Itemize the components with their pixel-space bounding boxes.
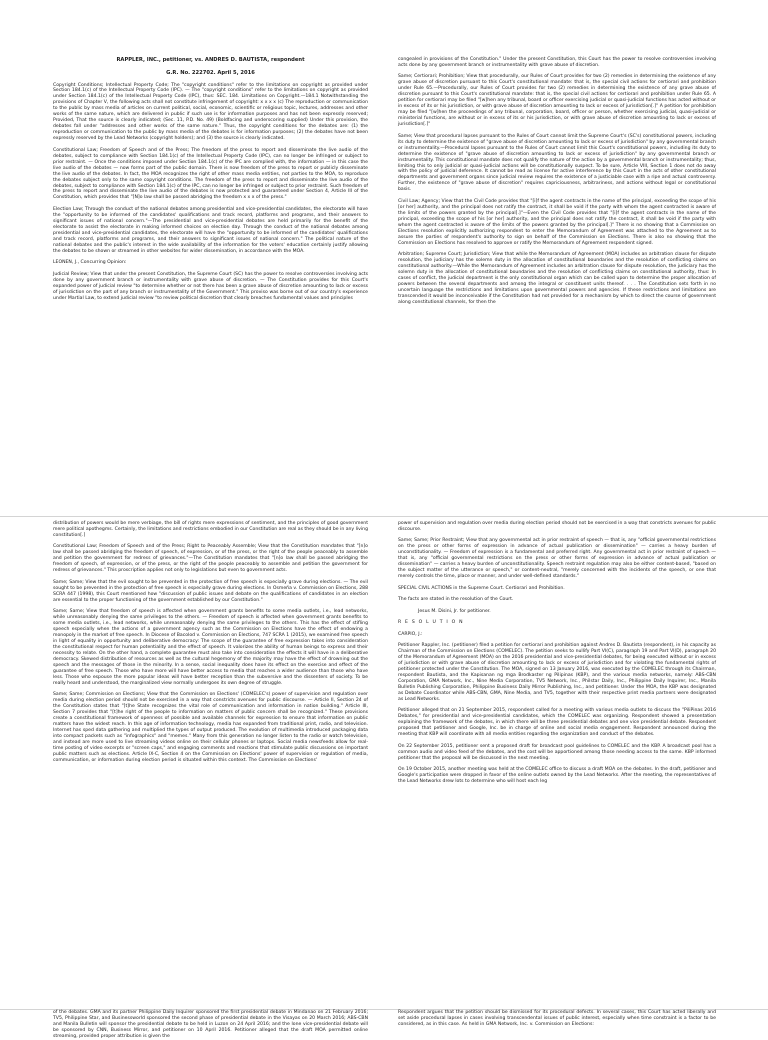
page1-right-column	[398, 57, 716, 514]
paragraph: Civil Law; Agency; View that the Civil Code provides that "[i]f the agent contracts in the name of the principal, exceeding the scope of his [or her] authority, and the principal does not ratify the contract, it shall be void if the party with whom the agent contracted is aware of the limits of the powers granted by the principal[.]"—Even the Civil Code provides that "[i]f the agent contracts in the name of the principal, exceeding the scope of his [or her] authority, and the principal does not ratify the contract, it shall be void if the party with whom the agent contracted is aware of the limits of the powers granted by the principal[.]" There is no showing that a Commission on Elections resolution explicitly authorizing respondent to enter the Memorandum of Agreement was attached to the Agreement as to assure the parties of respondent's authority to sign on behalf of the Commission on Elections. There is also no showing that the Commission on Elections has resolved to approve or ratify the Memorandum of Agreement respondent signed.	[398, 198, 716, 246]
paragraph: Same; Certiorari; Prohibition; View that procedurally, our Rules of Court provides for two (2) remedies in determining the existence of any grave abuse of discretion pursuant to this Court's constitutional mandate: that is, the special civil actions for certiorari and prohibition under Rule 65.—Procedurally, our Rules of Court provides for two (2) remedies in determining the existence of any grave abuse of discretion pursuant to this Court's constitutional mandate: that is, the special civil actions for certiorari and prohibition under Rule 65. A petition for certiorari may be filed "[w]hen any tribunal, board or officer exercising judicial or quasi-judicial functions has acted without or in excess of its or his jurisdiction, or with grave abuse of discretion amounting to lack or excess of jurisdiction[.]" A petition for prohibition may be filed "[w]hen the proceedings of any tribunal, corporation, board, officer or person, whether exercising judicial, quasi-judicial or ministerial functions, are without or in excess of its or his jurisdiction, or with grave abuse of discretion amounting to lack or excess of jurisdiction[.]"	[398, 74, 716, 128]
ponente: CARPIO, J.:	[398, 631, 423, 637]
case-number: G.R. No. 222702. April 5, 2016	[166, 69, 255, 76]
document-page-3	[0, 1010, 768, 1039]
page1-left-column	[53, 57, 368, 514]
page2-left-column	[53, 521, 368, 1007]
page3-left-column	[53, 1010, 368, 1039]
paragraph: Copyright Conditions; Intellectual Property Code; The "copyright conditions" refer to the limitations on copyright as provided under Section 184.1(c) of the Intellectual Property Code (IPC). — The "copyright conditions" refer to the limitations on copyright as provided under Section 184.1(c) of the Intellectual Property Code (IPC), thus: SEC. 184. Limitations on Copyright.—184.1 Notwithstanding the provisions of Chapter V, the following acts shall not constitute infringement of copyright: x x x x (c) The reproduction or communication to the public by mass media of articles on current political, social, economic, scientific or religious topic, lectures, addresses and other works of the same nature, which are delivered in public if such use is for information purposes and has not been expressly reserved; Provided, That the source is clearly indicated; (Sec. 11, P.D. No. 49) (Boldfacing and underscoring supplied) Under this provision, the debates fall under "addresses and other works of the same nature." Thus, the copyright conditions for the debates are: (1) the reproduction or communication to the public by mass media of the debates is for information purposes; (2) the debates have not been expressly reserved by the Lead Networks (copyright holders); and (3) the source is clearly indicated.	[53, 82, 368, 142]
paragraph: Petitioner Rappler, Inc. (petitioner) filed a petition for certiorari and prohibition against Andres D. Bautista (respondent), in his capacity as Chairman of the Commission on Elections (COMELEC). The petition seeks to nullify Part VI(C), paragraph 19 and Part VI(D), paragraph 20 of the Memorandum of Agreement (MOA) on the 2016 presidential and vice-presidential debates, for being executed without or in excess of jurisdiction or with grave abuse of discretion amounting to lack or excess of jurisdiction and for violating the fundamental rights of petitioner protected under the Constitution. The MOA, signed on 13 January 2016, was executed by the COMELEC through its Chairman, respondent Bautista, and the Kapisanan ng mga Brodkaster ng Pilipinas (KBP), and the various media networks, namely: ABS-CBN Corporation, GMA Network, Inc., Nine Media Corporation, TV5 Network, Inc., Philstar Daily, Inc., Philippine Daily Inquirer, Inc., Manila Bulletin Publishing Corporation, Philippine Business Daily Mirror Publishing, Inc., and petitioner. Under the MOA, the KBP was designated as Debate Coordinator while ABS-CBN, GMA, Nine Media, and TV5, together with their respective print media partners were designated as Lead Networks.	[398, 643, 716, 702]
paragraph: Same; Same; View that freedom of speech is affected when government grants benefits to some media outlets, i.e., lead networks, while unreasonably denying the same privileges to the others. — Freedom of speech is affected when government grants benefits to some media outlets, i.e., lead networks, while unreasonably denying the same privileges to the others. This has the effect of stifling speech especially when the actions of a government agency such as the Commission on Elections have the effect of endowing a monopoly in the market of free speech. In Diocese of Bacolod v. Commission on Elections, 747 SCRA 1 (2015), we examined free speech in light of equality in opportunity and deliberative democracy: The scope of the guarantee of free expression takes into consideration the constitutional respect for human potentiality and the effect of speech. It valorizes the ability of human beings to express and their necessity to relate. On the other hand, a complete guarantee must also take into consideration the effects it will have in a deliberative democracy. Skewed distribution of resources as well as the cultural hegemony of the majority may have the effect of drowning out the speech and the messages of those in the minority. In a sense, social inequality does have its effect on the exercise and effect of the guarantee of free speech. Those who have more will have better access to media that reaches a wider audience than those who have less. Those who espouse the more popular ideas will have better reception than the subversive and the dissenters of society. To be really heard and understood, the marginalized view normally undergoes its own degree of struggle.	[53, 609, 368, 686]
document-page-2	[0, 517, 768, 1009]
resolution-heading: R E S O L U T I O N	[398, 620, 464, 626]
paragraph: Constitutional Law; Freedom of Speech and of the Press; Right to Peaceably Assemble; View that the Constitution mandates that "[n]o law shall be passed abridging the freedom of speech, of expression, or of the press, or the right of the people peaceably to assemble and petition the government for redress of grievances."—The Constitution mandates that "[n]o law shall be passed abridging the freedom of speech, of expression, or of the press, or the right of the people peaceably to assemble and petition the government for redress of grievances." This proscription applies not only to legislations but even to government acts.	[53, 544, 368, 574]
case-title: RAPPLER, INC., petitioner, vs. ANDRES D. BAUTISTA, respondent	[116, 57, 305, 63]
paragraph: Constitutional Law; Freedom of Speech and of the Press; The freedom of the press to report and disseminate the live audio of the debates, subject to compliance with Section 184.1(c) of the Intellectual Property Code (IPC), can no longer be infringed or subject to prior restraint. — Once the conditions imposed under Section 184.1(c) of the IPC are complied with, the information — in this case the live audio of the debates — now forms part of the public domain. There is now freedom of the press to report or publicly disseminate the live audio of the debates. In fact, the MOA recognizes the right of other mass media entities, not parties to the MOA, to reproduce the debates subject only to the same copyright conditions. The freedom of the press to report and disseminate the live audio of the debates, subject to compliance with Section 184.1(c) of the IPC, can no longer be infringed or subject to prior restraint. Such freedom of the press to report and disseminate the live audio of the debates is now protected and guaranteed under Section 4, Article III of the Constitution, which provides that "[N]o law shall be passed abridging the freedom x x x of the press."	[53, 147, 368, 201]
paragraph: Petitioner alleged that on 21 September 2015, respondent called for a meeting with various media outlets to discuss the "PiliPinas 2016 Debates," for presidential and vice-presidential candidates, which the COMELEC was organizing. Respondent showed a presentation explaining the framework of the debates, in which there will be three presidential debates and one vice presidential debate. Respondent proposed that petitioner and Google, Inc. be in charge of online and social media engagement. Respondent announced during the meeting that KBP will coordinate with all media entities regarding the organization and conduct of the debates.	[398, 708, 716, 738]
paragraph: Same; View that procedural lapses pursuant to the Rules of Court cannot limit the Supreme Court's (SC's) constitutional powers, including its duty to determine the existence of "grave abuse of discretion amounting to lack or excess of jurisdiction" by any governmental branch or instrumentality.—Procedural lapses pursuant to the Rules of Court cannot limit this Court's constitutional powers, including its duty to determine the existence of "grave abuse of discretion amounting to lack or excess of jurisdiction" by any governmental branch or instrumentality. This constitutional mandate does not qualify the nature of the action by a governmental branch or instrumentality; thus, limiting this to only judicial or quasi-judicial actions will be constitutionally suspect. To be sure, Article VIII, Section 1 does not do away with the policy of judicial deference. It cannot be read as license for active interference by this Court in the acts of other constitutional departments and government organs since judicial review requires the existence of a justiciable case with a ripe and actual controversy. Further, the existence of "grave abuse of discretion" requires capriciousness, arbitrariness, and actions without legal or constitutional basis.	[398, 133, 716, 193]
paragraph: Judicial Review; View that under the present Constitution, the Supreme Court (SC) has the power to resolve controversies involving acts done by any government branch or instrumentality with grave abuse of discretion. — The Constitution provides for this Court's expanded power of judicial review "to determine whether or not there has been a grave abuse of discretion amounting to lack or excess of jurisdiction on the part of any branch or instrumentality of the Government." This proviso was borne out of our country's experience under Martial Law, to extend judicial review "to review political discretion that clearly breaches fundamental values and principles	[53, 271, 368, 301]
document-page-1	[0, 0, 768, 516]
paragraph: On 19 October 2015, another meeting was held at the COMELEC office to discuss a draft MOA on the debates. In the draft, petitioner and Google's participation were dropped in favor of the online outlets owned by the Lead Networks. After the meeting, the representatives of the Lead Networks drew lots to determine who will host each leg	[398, 767, 716, 784]
paragraph: The facts are stated in the resolution of the Court.	[398, 597, 514, 603]
page2-right-column	[398, 521, 716, 1007]
paragraph: Arbitration; Supreme Court; Jurisdiction; View that while the Memorandum of Agreement (MOA) includes an arbitration clause for dispute resolution, the judiciary has the solemn duty in the allocation of constitutional boundaries and the resolution of conflicting claims on constitutional authority.—While the Memorandum of Agreement includes an arbitration clause for dispute resolution, the judiciary has the solemn duty in the allocation of constitutional boundaries and the resolution of conflicting claims on constitutional authority, thus: In cases of conflict, the judicial department is the only constitutional organ which can be called upon to determine the proper allocation of powers between the several departments and among the integral or constituent units thereof. . . . The Constitution sets forth in no uncertain language the restrictions and limitations upon governmental powers and agencies. If these restrictions and limitations are transcended it would be inconceivable if the Constitution had not provided for a mechanism by which to direct the course of government along constitutional channels, for then the	[398, 252, 716, 305]
paragraph: SPECIAL CIVIL ACTIONS in the Supreme Court. Certiorari and Prohibition.	[398, 585, 565, 591]
page3-right-column	[398, 1010, 716, 1027]
paragraph: On 22 September 2015, petitioner sent a proposed draft for broadcast pool guidelines to COMELEC and the KBP. A broadcast pool has a common audio and video feed of the debates, and the cost will be apportioned among those needing access to the same. KBP informed petitioner that the proposal will be discussed in the next meeting.	[398, 743, 716, 761]
paragraph: Same; Same; Prior Restraint; View that any governmental act in prior restraint of speech — that is, any "official governmental restrictions on the press or other forms of expression in advance of actual publication or dissemination" — carries a heavy burden of unconstitutionality. — Freedom of expression is a fundamental and preferred right. Any governmental act in prior restraint of speech — that is, any "official governmental restrictions on the press or other forms of expression in advance of actual publication or dissemination" — carries a heavy burden of unconstitutionality. Speech restraint regulation may also be either content-based, "based on the subject matter of the utterance or speech," or content-neutral, "merely concerned with the incidents of the speech, or one that merely controls the time, place or manner, and under well-defined standards."	[398, 538, 716, 580]
paragraph: of the debates. GMA and its partner Philippine Daily Inquirer sponsored the first presidential debate in Mindanao on 21 February 2016; TV5, Philippine Star, and Businessworld sponsored the second phase of presidential debate in the Visayas on 20 March 2016; ABS-CBN and Manila Bulletin will sponsor the presidential debate to be held in Luzon on 24 April 2016; and the lone vice-presidential debate will be sponsored by CNN, Business Mirror, and petitioner on 10 April 2016. Petitioner alleged that the draft MOA permitted online streaming, provided proper attribution is given the	[53, 1010, 368, 1039]
paragraph: power of supervision and regulation over media during election period should not be exercised in a way that constricts avenues for public discourse.	[398, 521, 716, 532]
paragraph: Same; Same; Commission on Elections; View that the Commission on Elections' (COMELEC's) power of supervision and regulation over media during election period should not be exercised in a way that constricts avenues for public discourse. — Article II, Section 24 of the Constitution states that "[t]he State recognizes the vital role of communication and information in nation building." Article III, Section 7 provides that "[t]he right of the people to information on matters of public concern shall be recognized." These provisions create a constitutional framework of openness of possible and available channels for expression to ensure that information on public matters have the widest reach. In this age of information technology, media has expanded from traditional print, radio, and television. Internet has sped data gathering and multiplied the types of output produced. The evolution of multimedia introduced packaging data into compact packets such as "infographics" and "memes." Many from this generation no longer listen to the radio or watch television, and instead are more used to live streaming videos online on their cellular phones or laptops. Social media newsfeeds allow for real-time posting of video excerpts or "screen caps," and engaging comments and reactions that stimulate public discussions on important public matters such as elections. Article IX-C, Section 4 on the Commission on Elections' power of supervision or regulation of media, communication, or information during election period is situated within this context. The Commission on Elections'	[53, 692, 368, 763]
paragraph: Respondent argues that the petition should be dismissed for its procedural defects. In several cases, this Court has acted liberally and set aside procedural lapses in cases involving transcendental issues of public interest, especially when time constraint is a factor to be considered, as in this case. As held in GMA Network, Inc. v. Commission on Elections:	[398, 1010, 716, 1027]
paragraph: Election Law; Through the conduct of the national debates among presidential and vice-presidential candidates, the electorate will have the "opportunity to be informed of the candidates' qualifications and track record, platforms and programs, and their answers to significant issues of national concern."—The presidential and vice-presidential debates are held primarily for the benefit of the electorate to assist the electorate in making informed choices on election day. Through the conduct of the national debates among presidential and vice-presidential candidates, the electorate will have the "opportunity to be informed of the candidates' qualifications and track record, platforms and programs, and their answers to significant issues of national concern." The political nature of the national debates and the public's interest in the wide availability of the information for the voters' education certainly justify allowing the debates to be shown or streamed in other websites for wider dissemination, in accordance with the MOA.	[53, 206, 368, 254]
opinion-heading: LEONEN, J., Concurring Opinion:	[53, 260, 127, 266]
paragraph: congealed in provisions of the Constitution." Under the present Constitution, this Court has the power to resolve controversies involving acts done by any government branch or instrumentality with grave abuse of discretion.	[398, 57, 716, 68]
paragraph: distribution of powers would be mere verbiage, the bill of rights mere expressions of sentiment, and the principles of good government mere political apothegms. Certainly, the limitations and restrictions embodied in our Constitution are real as they should be in any living constitution[.]	[53, 521, 368, 538]
counsel-line: Jesus M. Disini, Jr. for petitioner.	[418, 608, 491, 614]
paragraph: Same; Same; View that the evil sought to be prevented in the protection of free speech is especially grave during elections. — The evil sought to be prevented in the protection of free speech is especially grave during elections. In Osmeña v. Commission on Elections, 288 SCRA 447 (1998), this Court mentioned how "discussion of public issues and debate on the qualifications of candidates in an election are essential to the proper functioning of the government established by our Constitution."	[53, 579, 368, 603]
